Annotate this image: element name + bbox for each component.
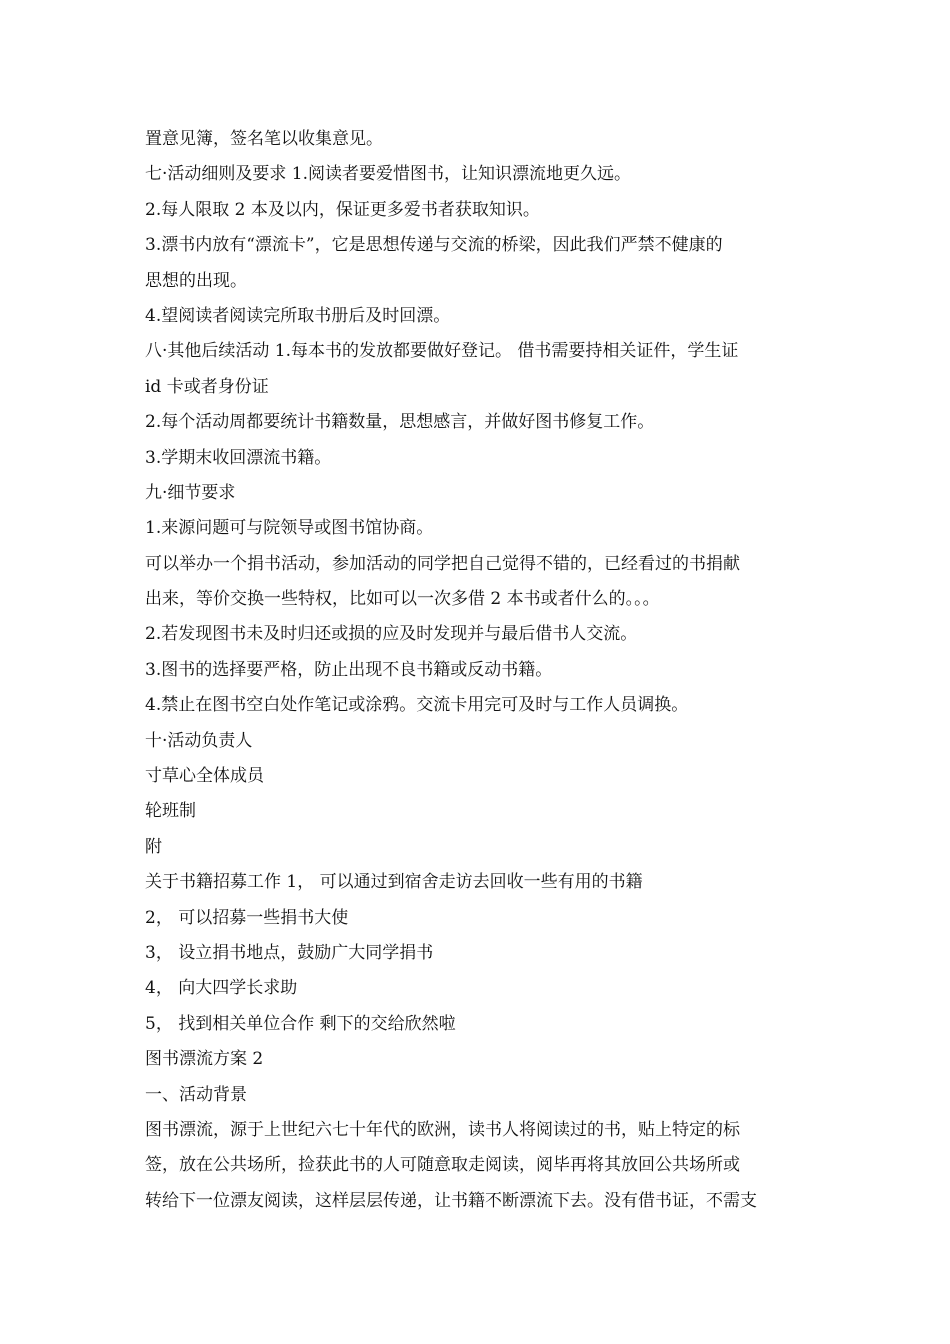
text-line: 签，放在公共场所，捡获此书的人可随意取走阅读，阅毕再将其放回公共场所或 [145,1155,740,1176]
document-body [145,122,815,1219]
section-heading-seven: 七·活动细则及要求 1.阅读者要爱惜图书，让知识漂流地更久远。 [145,164,632,185]
text-line: 3， 设立捐书地点，鼓励广大同学捐书 [145,942,434,963]
section-heading-nine: 九·细节要求 [145,482,236,503]
text-line: 4.禁止在图书空白处作笔记或涂鸦。交流卡用完可及时与工作人员调换。 [145,695,689,716]
text-line: 出来，等价交换一些特权，比如可以一次多借 2 本书或者什么的。。。 [145,589,660,610]
text-line: 2.每个活动周都要统计书籍数量，思想感言，并做好图书修复工作。 [145,412,655,433]
text-line: 4.望阅读者阅读完所取书册后及时回漂。 [145,305,451,326]
section-heading-eight: 八·其他后续活动 1.每本书的发放都要做好登记。 借书需要持相关证件，学生证 [145,341,739,362]
text-line: 4， 向大四学长求助 [145,978,298,999]
text-line: 1.来源问题可与院领导或图书馆协商。 [145,518,434,539]
text-line: 寸草心全体成员 [145,766,264,787]
document-title: 图书漂流方案 2 [145,1049,264,1070]
text-line: 可以举办一个捐书活动，参加活动的同学把自己觉得不错的，已经看过的书捐献 [145,553,740,574]
appendix-heading: 附 [145,836,162,857]
text-line: 5， 找到相关单位合作 剩下的交给欣然啦 [145,1013,456,1034]
text-line: 2， 可以招募一些捐书大使 [145,907,349,928]
text-line: 轮班制 [145,801,196,822]
section-heading-one: 一、活动背景 [145,1084,247,1105]
text-line: 2.若发现图书未及时归还或损的应及时发现并与最后借书人交流。 [145,624,638,645]
text-line: 3.学期末收回漂流书籍。 [145,447,332,468]
text-line: 关于书籍招募工作 1， 可以通过到宿舍走访去回收一些有用的书籍 [145,872,643,893]
text-line: 思想的出现。 [145,270,247,291]
text-line: 3.漂书内放有“漂流卡”，它是思想传递与交流的桥梁，因此我们严禁不健康的 [145,235,723,256]
text-line: 置意见簿，签名笔以收集意见。 [145,129,383,149]
text-line: id 卡或者身份证 [145,376,269,397]
text-line: 2.每人限取 2 本及以内，保证更多爱书者获取知识。 [145,199,540,220]
text-line: 转给下一位漂友阅读，这样层层传递，让书籍不断漂流下去。没有借书证，不需支 [145,1190,757,1211]
text-line: 3.图书的选择要严格，防止出现不良书籍或反动书籍。 [145,659,553,680]
section-heading-ten: 十·活动负责人 [145,730,253,751]
text-line: 图书漂流，源于上世纪六七十年代的欧洲，读书人将阅读过的书，贴上特定的标 [145,1119,740,1140]
